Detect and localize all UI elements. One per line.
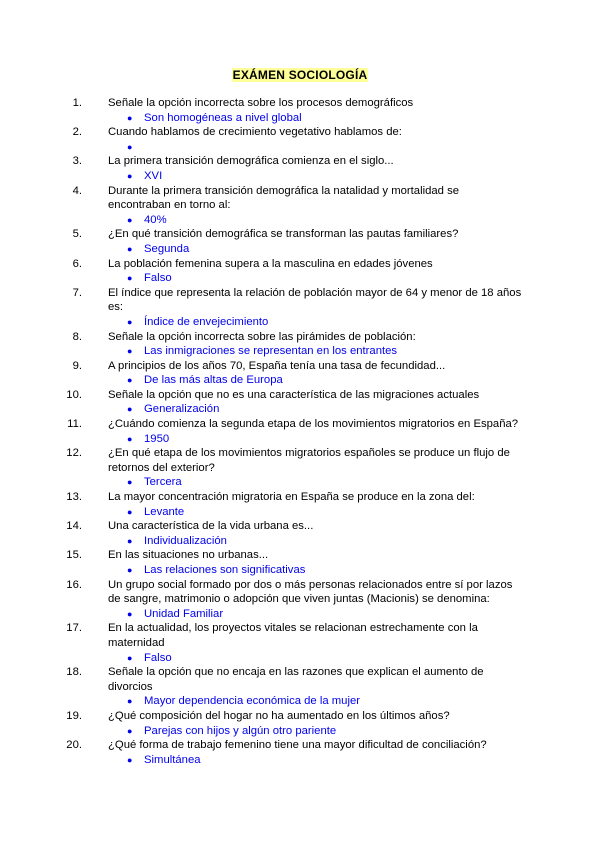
title-text: EXÁMEN SOCIOLOGÍA (232, 68, 368, 82)
question-text: Señale la opción incorrecta sobre los procesos demográficos (108, 97, 414, 109)
answer-text: XVI (144, 169, 163, 182)
question-text: Cuando hablamos de crecimiento vegetativo hablamos de: (108, 126, 402, 139)
bullet-icon: ● (127, 170, 133, 181)
answer-text: Las inmigraciones se representan en los entrantes (144, 345, 398, 358)
bullet-icon: ● (127, 608, 133, 619)
answer-item (84, 724, 524, 739)
answer-item (84, 694, 524, 709)
bullet-icon: ● (127, 652, 133, 663)
question-number: 14. (66, 520, 82, 533)
question-number: 5. (72, 228, 82, 241)
question-number: 11. (67, 418, 82, 431)
answer-text: Las relaciones son significativas (144, 564, 306, 576)
bullet-icon: ● (127, 316, 133, 327)
question-text: La primera transición demográfica comienza en el siglo... (108, 155, 394, 168)
question-number: 15. (66, 549, 82, 562)
answer-item (84, 753, 524, 768)
question-item (66, 388, 524, 403)
question-item (66, 665, 524, 694)
question-text: ¿Qué forma de trabajo femenino tiene una mayor dificultad de conciliación? (108, 739, 487, 752)
answer-item (84, 402, 524, 417)
question-item (72, 154, 524, 169)
bullet-icon: ● (127, 346, 133, 357)
question-item (66, 738, 524, 753)
answer-text: 40% (144, 213, 167, 226)
question-text: En la actualidad, los proyectos vitales se relacionan estrechamente con la maternidad (108, 622, 478, 649)
question-number: 20. (66, 739, 82, 752)
question-item (66, 578, 524, 607)
question-item (66, 709, 524, 724)
answer-item (84, 607, 524, 622)
question-item (72, 286, 524, 315)
question-text: ¿Qué composición del hogar no ha aumentado en los últimos años? (108, 709, 450, 722)
question-text: La mayor concentración migratoria en España se produce en la zona del: (108, 491, 475, 504)
answer-item (84, 242, 524, 257)
bullet-icon: ● (127, 243, 133, 254)
question-number: 7. (72, 286, 82, 299)
bullet-icon: ● (127, 506, 133, 517)
answer-item (84, 344, 524, 359)
question-text: Señale la opción que no es una característica de las migraciones actuales (108, 388, 480, 401)
answer-item (84, 271, 524, 286)
answer-text: Mayor dependencia económica de la mujer (144, 695, 361, 708)
question-text: El índice que representa la relación de población mayor de 64 y menor de 18 años es: (108, 286, 522, 314)
question-number: 18. (66, 666, 82, 679)
bullet-icon: ● (127, 375, 133, 386)
question-number: 4. (72, 184, 82, 197)
question-number: 19. (66, 709, 82, 722)
question-list (66, 96, 524, 767)
answer-item (84, 169, 524, 184)
question-number: 1. (72, 97, 82, 109)
question-number: 16. (66, 578, 82, 591)
question-text: Señale la opción que no encaja en las razones que explican el aumento de divorcios (108, 666, 484, 693)
question-item (66, 621, 524, 650)
question-text: En las situaciones no urbanas... (108, 549, 269, 562)
answer-item (84, 563, 524, 578)
answer-item (84, 651, 524, 666)
answer-item (84, 432, 524, 447)
answer-item (84, 111, 524, 126)
answer-item (84, 475, 524, 490)
question-item (72, 257, 524, 272)
answer-text: Segunda (144, 242, 190, 255)
answer-text: Generalización (144, 403, 220, 416)
question-number: 2. (72, 126, 82, 139)
bullet-icon: ● (127, 535, 133, 546)
question-text: Señale la opción incorrecta sobre las pirámides de población: (108, 330, 416, 343)
question-number: 9. (72, 359, 82, 372)
question-item (66, 490, 524, 505)
question-text: A principios de los años 70, España tenía una tasa de fecundidad... (108, 359, 446, 372)
bullet-icon: ● (127, 565, 133, 575)
question-number: 8. (72, 330, 82, 343)
question-text: Una característica de la vida urbana es... (108, 520, 314, 533)
answer-item (84, 505, 524, 520)
question-text: ¿Cuándo comienza la segunda etapa de los movimientos migratorios en España? (108, 418, 519, 431)
bullet-icon: ● (127, 433, 133, 444)
answer-text: Falso (144, 272, 172, 285)
answer-item (84, 373, 524, 388)
question-item (72, 96, 524, 111)
answer-item (84, 534, 524, 549)
question-text: ¿En qué etapa de los movimientos migratorios españoles se produce un flujo de retornos del exterior? (108, 447, 510, 474)
page-title (0, 68, 600, 82)
bullet-icon: ● (127, 696, 133, 707)
bullet-icon: ● (127, 214, 133, 225)
question-item (66, 548, 524, 563)
answer-item (84, 315, 524, 330)
answer-item (84, 140, 524, 155)
answer-text: 1950 (144, 432, 170, 445)
answer-text: Son homogéneas a nivel global (144, 111, 302, 124)
bullet-icon: ● (127, 725, 133, 736)
question-item (72, 184, 524, 213)
question-text: La población femenina supera a la masculina en edades jóvenes (108, 257, 433, 270)
question-text: ¿En qué transición demográfica se transforman las pautas familiares? (108, 228, 459, 241)
question-item (66, 519, 524, 534)
answer-text: Unidad Familiar (144, 607, 224, 620)
question-item (72, 125, 524, 140)
question-number: 13. (66, 491, 82, 504)
answer-text: De las más altas de Europa (144, 374, 283, 387)
bullet-icon: ● (127, 477, 133, 488)
question-number: 17. (66, 622, 82, 635)
question-number: 6. (72, 257, 82, 270)
answer-text: Tercera (144, 476, 182, 489)
answer-item (84, 213, 524, 228)
answer-text: Parejas con hijos y algún otro pariente (144, 724, 337, 737)
bullet-icon: ● (127, 273, 133, 284)
question-item (72, 330, 524, 345)
answer-text: Falso (144, 651, 172, 664)
question-number: 12. (66, 447, 82, 460)
bullet-icon: ● (127, 754, 133, 765)
answer-text: Levante (144, 505, 185, 518)
bullet-icon: ● (127, 112, 133, 123)
answer-text: Individualización (144, 534, 227, 547)
question-text: Durante la primera transición demográfica la natalidad y mortalidad se encontraban en torno al: (108, 184, 460, 212)
answer-text: Índice de envejecimiento (144, 315, 269, 328)
question-number: 3. (72, 155, 82, 168)
question-item (67, 417, 524, 432)
bullet-icon: ● (127, 404, 133, 415)
question-item (72, 359, 524, 374)
question-number: 10. (66, 388, 82, 401)
question-item (72, 227, 524, 242)
question-text: Un grupo social formado por dos o más personas relacionados entre sí por lazos de sangre, matrimonio o adopción que viven juntas (Macionis) se denomina: (108, 578, 513, 606)
question-item (66, 446, 524, 475)
answer-text: Simultánea (144, 753, 201, 766)
bullet-icon: ● (127, 141, 133, 152)
